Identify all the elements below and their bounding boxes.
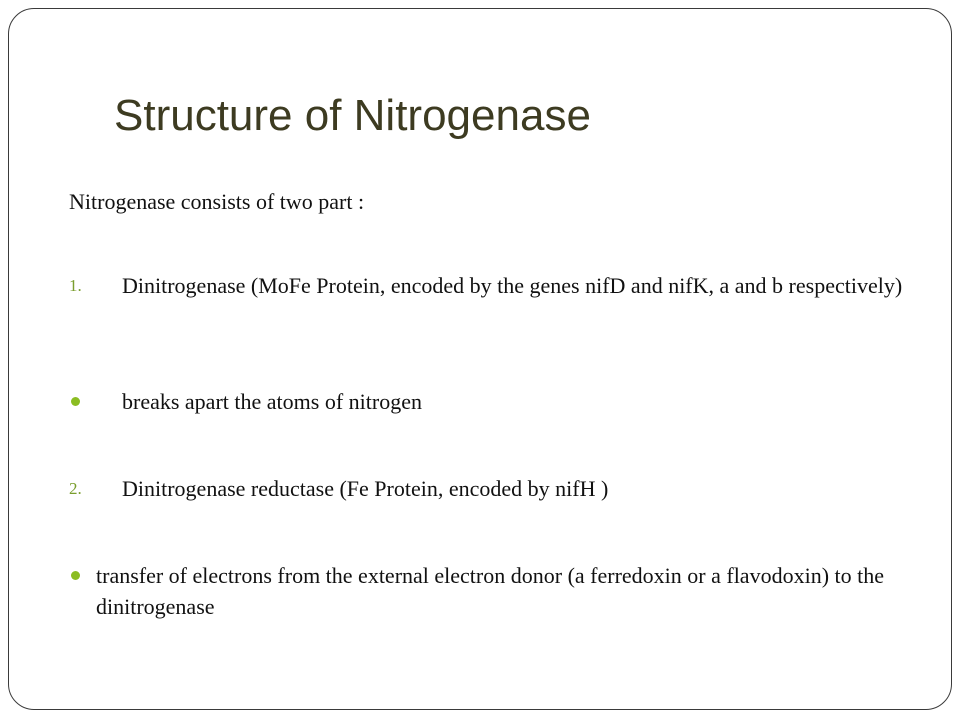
list-item-text: Dinitrogenase (MoFe Protein, encoded by the genes nifD and nifK, a and b respectively) [122,273,903,298]
list-item-breaks-nitrogen [69,386,939,417]
list-item-text: breaks apart the atoms of nitrogen [122,389,422,414]
bullet-dot-icon [71,397,80,406]
bullet-dot-icon [71,571,80,580]
intro-text: Nitrogenase consists of two part : [69,189,365,214]
list-number: 1. [69,276,82,295]
list-item-reductase [69,473,939,504]
list-item-text: transfer of electrons from the external electron donor (a ferredoxin or a flavodoxin) to the dinitrogenase [96,563,885,619]
slide-frame [8,8,952,710]
list-item-electron-transfer [69,560,939,622]
list-item-dinitrogenase [69,270,939,301]
list-item-text: Dinitrogenase reductase (Fe Protein, encoded by nifH ) [122,476,609,501]
list-number: 2. [69,479,82,498]
slide-title: Structure of Nitrogenase [114,91,591,140]
